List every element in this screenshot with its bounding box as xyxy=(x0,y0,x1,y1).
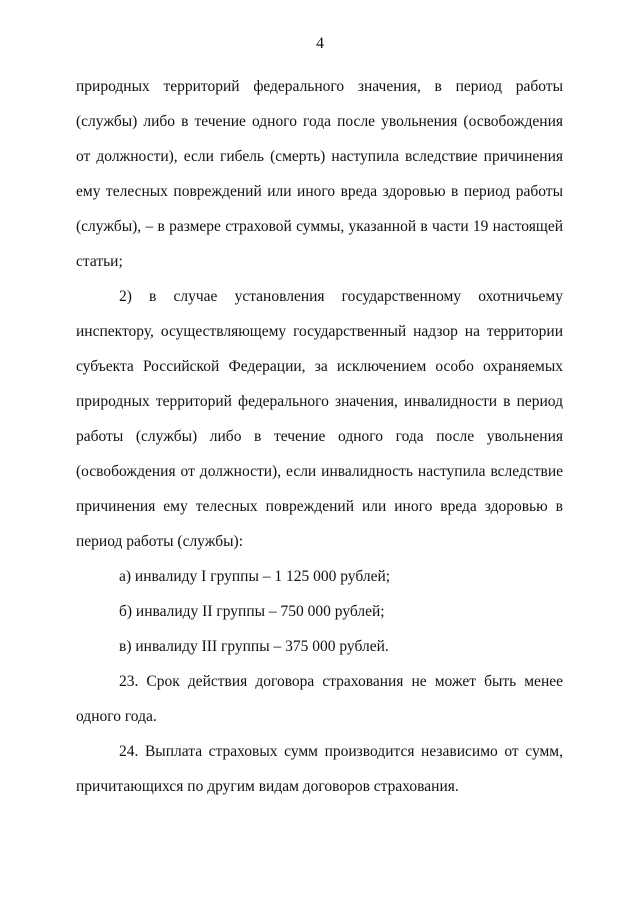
paragraph-group-1: а) инвалиду I группы – 1 125 000 рублей; xyxy=(119,568,391,585)
paragraph-continuation: природных территорий федерального значения, в период работы (службы) либо в течение одного года после увольнения (освобождения от должности), если гибель (смерть) наступила вследствие причинения ему телесных повреждений или иного вреда здоровью в период работы (службы), – в размере страховой суммы, указанной в части 19 настоящей статьи; xyxy=(76,78,563,270)
paragraph-clause-24: 24. Выплата страховых сумм производится независимо от сумм, причитающихся по другим видам договоров страхования. xyxy=(76,743,563,795)
paragraph-clause-23: 23. Срок действия договора страхования не может быть менее одного года. xyxy=(76,673,563,725)
paragraph-item-2: 2) в случае установления государственному охотничьему инспектору, осуществляющему государственный надзор на территории субъекта Российской Федерации, за исключением особо охраняемых природных территорий федерального значения, инвалидности в период работы (службы) либо в течение одного года после увольнения (освобождения от должности), если инвалидность наступила вследствие причинения ему телесных повреждений или иного вреда здоровью в период работы (службы): xyxy=(76,288,563,550)
paragraph-group-3: в) инвалиду III группы – 375 000 рублей. xyxy=(119,638,389,655)
page-number: 4 xyxy=(316,35,324,52)
paragraph-group-2: б) инвалиду II группы – 750 000 рублей; xyxy=(119,603,385,620)
document-body xyxy=(76,69,563,804)
